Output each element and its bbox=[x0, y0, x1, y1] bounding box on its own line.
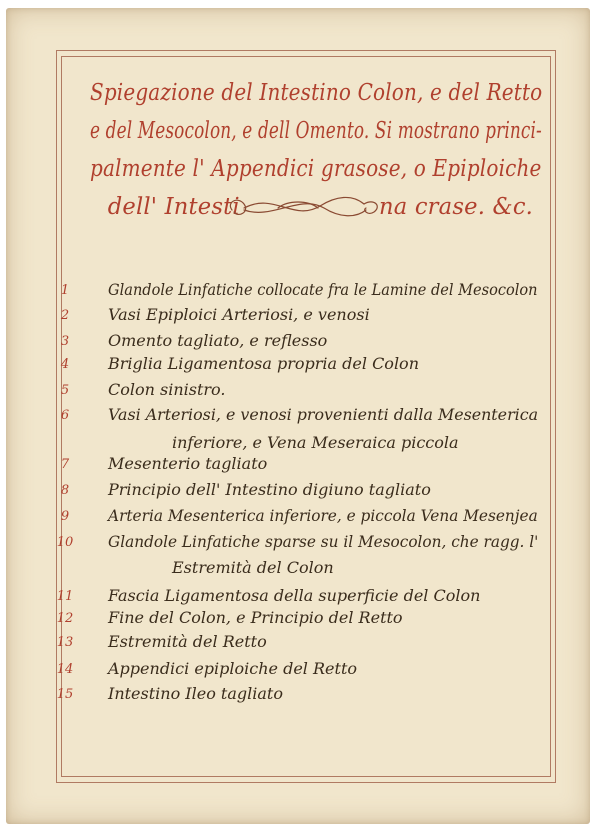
entry-number: 14 bbox=[56, 662, 74, 677]
entry-text: Colon sinistro. bbox=[108, 380, 226, 399]
title-line-4-left: dell' Intesti bbox=[107, 194, 240, 220]
frame-rule-bottom-outer bbox=[56, 782, 556, 783]
title-line-4-right: na crase. &c. bbox=[379, 194, 534, 220]
entry-number: 10 bbox=[56, 535, 74, 550]
entry-number: 11 bbox=[56, 589, 74, 604]
frame-rule-right-outer bbox=[555, 50, 556, 782]
entry-text: Estremità del Retto bbox=[108, 632, 267, 651]
entry-number: 3 bbox=[60, 334, 70, 349]
calligraphic-flourish-icon bbox=[224, 188, 384, 228]
entry-number: 15 bbox=[56, 687, 74, 702]
entry-text: Vasi Epiploici Arteriosi, e venosi bbox=[108, 305, 370, 324]
entry-number: 6 bbox=[60, 408, 70, 423]
entry-number: 9 bbox=[60, 509, 70, 524]
entry-text: Mesenterio tagliato bbox=[108, 454, 268, 473]
entry-text: Glandole Linfatiche sparse su il Mesocolon, che ragg. l' bbox=[108, 532, 539, 551]
frame-rule-right-inner bbox=[550, 56, 551, 776]
frame-rule-bottom-inner bbox=[61, 776, 551, 777]
title-line-2: e del Mesocolon, e dell Omento. Si mostrano princi- bbox=[90, 118, 542, 144]
entry-text: Briglia Ligamentosa propria del Colon bbox=[108, 354, 419, 373]
entry-number: 2 bbox=[60, 308, 70, 323]
title-line-3: palmente l' Appendici grasose, o Epiploiche bbox=[90, 156, 542, 182]
entry-text: Arteria Mesenterica inferiore, e piccola Vena Mesenjea bbox=[108, 506, 538, 525]
entry-text: Omento tagliato, e reflesso bbox=[108, 331, 328, 350]
entry-number: 5 bbox=[60, 383, 70, 398]
entry-number: 4 bbox=[60, 357, 70, 372]
entry-text: Fascia Ligamentosa della superficie del Colon bbox=[108, 586, 481, 605]
entry-text: Appendici epiploiche del Retto bbox=[108, 659, 358, 678]
title-line-1: Spiegazione del Intestino Colon, e del Retto bbox=[90, 80, 543, 106]
entry-number: 7 bbox=[60, 457, 70, 472]
frame-rule-top-inner bbox=[61, 56, 551, 57]
entry-number: 13 bbox=[56, 635, 74, 650]
entry-number: 8 bbox=[60, 483, 70, 498]
entry-text: Vasi Arteriosi, e venosi provenienti dalla Mesenterica bbox=[108, 405, 539, 424]
entry-text: Principio dell' Intestino digiuno tagliato bbox=[108, 480, 431, 499]
entry-text-continuation: inferiore, e Vena Meseraica piccola bbox=[172, 433, 459, 452]
entry-text-continuation: Estremità del Colon bbox=[172, 558, 334, 577]
frame-rule-top-outer bbox=[56, 50, 556, 51]
entry-text: Intestino Ileo tagliato bbox=[108, 684, 283, 703]
entry-number: 1 bbox=[60, 283, 70, 298]
entry-text: Glandole Linfatiche collocate fra le Lamine del Mesocolon bbox=[108, 280, 538, 299]
entry-text: Fine del Colon, e Principio del Retto bbox=[108, 608, 403, 627]
entry-number: 12 bbox=[56, 611, 74, 626]
